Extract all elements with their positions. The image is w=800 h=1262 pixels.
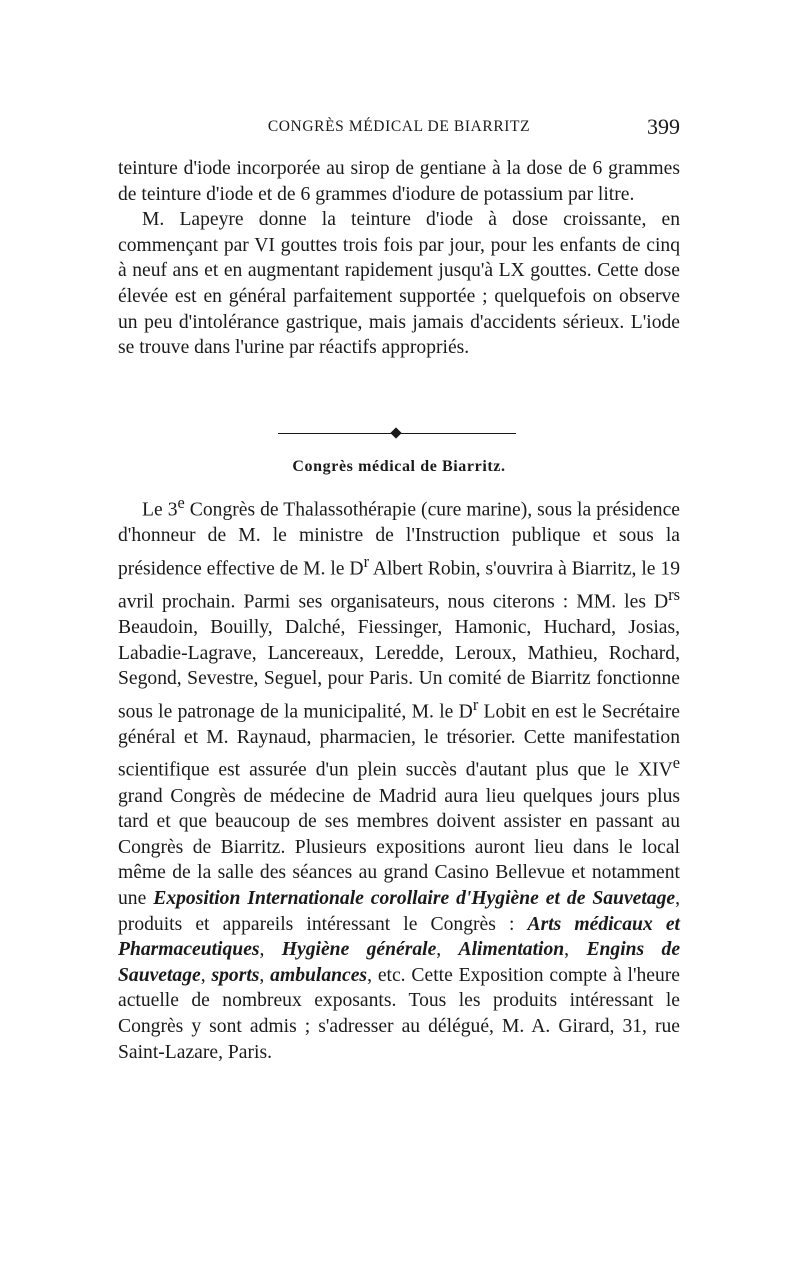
- page-number: 399: [647, 114, 680, 139]
- text-run: Le 3: [142, 499, 178, 521]
- text-run: Congrès de Thalassothérapie (cure marine), sous la présidence d'honneur de M. le ministre de l'Instruction publique et sous la présidence effective de M. le D: [118, 499, 680, 580]
- italic-category: sports: [211, 964, 260, 986]
- text-run: Lobit en est le Secrétaire général et M. Raynaud, pharmacien, le trésorier. Cette manifestation scientifique est assurée d'un plein succès d'autant plus que le XIV: [118, 701, 680, 781]
- paragraph-continuation: teinture d'iode incorporée au sirop de gentiane à la dose de 6 grammes de teinture d'iode et de 6 grammes d'iodure de potassium par litre.: [118, 158, 680, 205]
- superscript: e: [177, 493, 185, 512]
- paragraph-lapeyre: M. Lapeyre donne la teinture d'iode à dose croissante, en commençant par VI gouttes trois fois par jour, pour les enfants de cinq à neuf ans et en augmentant rapidement jusqu'à LX gouttes. Cette dose élevée est en général parfaitement supportée ; quelquefois on observe un peu d'intolérance gastrique, mais jamais d'accidents sérieux. L'iode se trouve dans l'urine par réactifs appropriés.: [118, 209, 680, 359]
- text-run: Albert Robin, s'ouvrira à Biarritz, le 19 avril prochain. Parmi ses organisateurs, nous citerons : MM. les D: [118, 558, 680, 613]
- italic-category: Arts médicaux et Pharmaceutiques: [118, 913, 680, 961]
- running-title: CONGRÈS MÉDICAL DE BIARRITZ: [267, 118, 531, 135]
- text-run: Beaudoin, Bouilly, Dalché, Fiessinger, Hamonic, Huchard, Josias, Labadie-Lagrave, Lancereaux, Leredde, Leroux, Mathieu, Rochard, Segond, Sevestre, Seguel, pour Paris. Un comité de Biarritz fonctionne sous le patronage de la municipalité, M. le D: [118, 616, 680, 723]
- italic-category: Engins de Sauvetage: [118, 939, 681, 986]
- italic-category: Alimentation: [458, 939, 565, 961]
- superscript: e: [672, 753, 680, 773]
- text-run: ,: [259, 939, 282, 961]
- paragraph-congress: [118, 490, 680, 1065]
- body-text-top: [118, 156, 680, 361]
- text-run: ,: [200, 964, 212, 986]
- text-run: ,: [436, 939, 459, 961]
- text-run: ,: [564, 939, 587, 961]
- superscript: r: [472, 694, 479, 714]
- superscript: rs: [668, 584, 680, 604]
- text-run: ,: [259, 964, 271, 986]
- text-run: , etc. Cette Exposition compte à l'heure actuelle de nombreux exposants. Tous les produits intéressant le Congrès y sont admis ; s'adresser au délégué, M. A. Girard, 31, rue Saint-Lazare, Paris.: [118, 964, 681, 1063]
- superscript: r: [363, 551, 369, 571]
- body-text-section: [118, 490, 680, 1065]
- italic-exposition: Exposition Internationale corollaire d'Hygiène et de Sauvetage: [153, 887, 676, 909]
- section-heading: Congrès médical de Biarritz.: [292, 458, 506, 475]
- divider-diamond-ornament: [390, 427, 401, 438]
- italic-category: ambulances: [270, 964, 368, 986]
- text-run: , produits et appareils intéressant le Congrès :: [118, 887, 680, 935]
- italic-category: Hygiène générale: [281, 939, 437, 961]
- text-run: grand Congrès de médecine de Madrid aura lieu quelques jours plus tard et que beaucoup de ses membres doivent assister en passant au Congrès de Biarritz. Plusieurs expositions auront lieu dans le local même de la salle des séances au grand Casino Bellevue et notamment une: [118, 785, 680, 909]
- running-header: [118, 114, 680, 142]
